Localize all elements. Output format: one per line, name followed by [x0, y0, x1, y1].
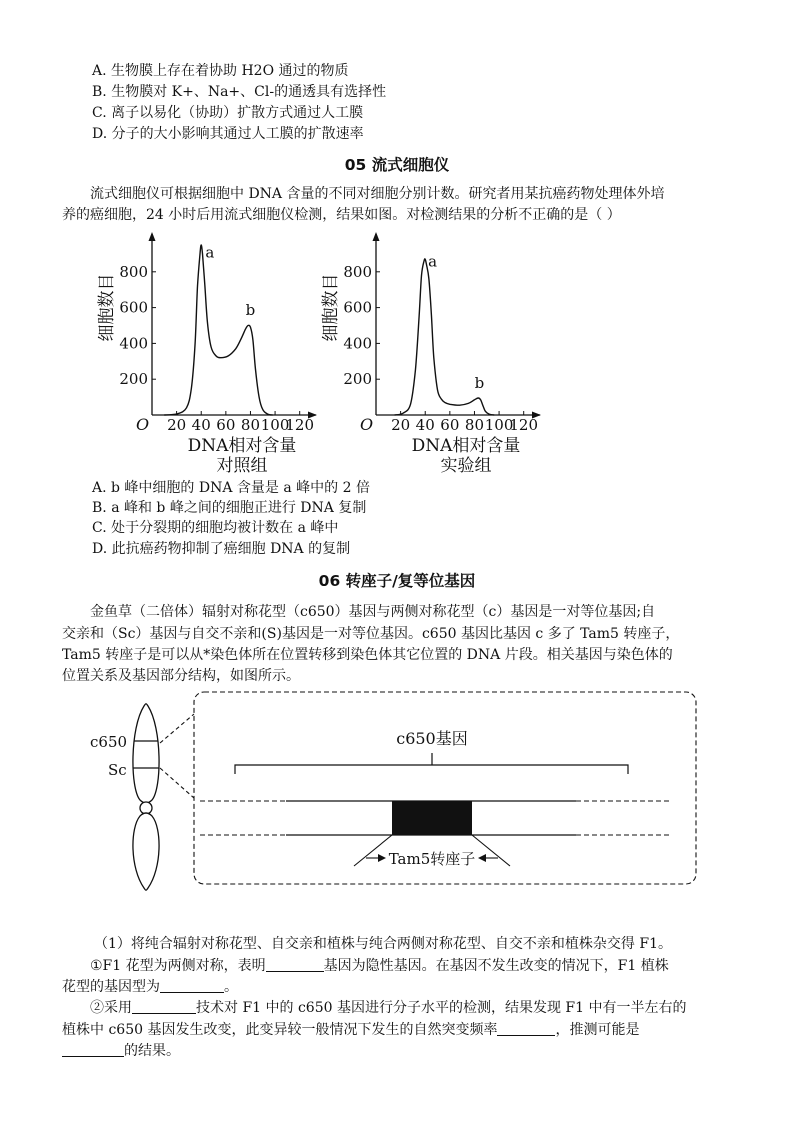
x-tick-label: 80	[464, 416, 485, 434]
distribution-curve	[164, 245, 272, 415]
option-d: D. 分子的大小影响其通过人工膜的扩散速率	[92, 126, 364, 142]
arrow-right-head	[478, 854, 486, 862]
locus-c650-label: c650	[90, 733, 128, 751]
x-axis-label: DNA相对含量	[411, 436, 521, 456]
peak-label-b: b	[474, 374, 485, 393]
x-tick-label: 20	[167, 416, 187, 434]
x-tick-label: 20	[391, 416, 411, 434]
peak-label-a: a	[205, 243, 215, 262]
section-06-stem-line2: 交亲和（Sc）基因与自交不亲和(S)基因是一对等位基因。c650 基因比基因 c 多了 Tam5 转座子，	[62, 626, 680, 642]
y-axis-arrow	[149, 232, 156, 241]
chart-experiment-group	[314, 228, 554, 473]
chromosome-lower-arm	[133, 813, 159, 890]
peak-label-a: a	[428, 252, 438, 271]
section-06-stem-line1: 金鱼草（二倍体）辐射对称花型（c650）基因与两侧对称花型（c）基因是一对等位基因;自	[90, 604, 656, 620]
question-2-line3	[62, 1042, 180, 1060]
option-a: A. 生物膜上存在着协助 H2O 通过的物质	[92, 63, 349, 79]
x-tick-label: 40	[191, 416, 211, 434]
transposon-block	[392, 801, 472, 835]
section-06-heading: 06 转座子/复等位基因	[318, 572, 476, 590]
q2-part1: ②采用	[90, 1000, 132, 1016]
question-1: （1）将纯合辐射对称花型、自交亲和植株与纯合两侧对称花型、自交不亲和植株杂交得 F1。	[94, 936, 672, 952]
answer-blank-3[interactable]	[132, 999, 196, 1014]
gene-label: c650基因	[396, 729, 468, 748]
arrow-left-head	[378, 854, 386, 862]
answer-blank-4[interactable]	[497, 1021, 555, 1036]
y-tick-label: 600	[343, 298, 372, 317]
y-axis-label: 细胞数目	[97, 273, 117, 342]
q1a-line2-text: 花型的基因型为	[62, 979, 160, 995]
x-tick-label: 60	[440, 416, 460, 434]
chart-control-group	[90, 228, 330, 473]
question-2-line1	[90, 999, 687, 1017]
y-axis-label: 细胞数目	[321, 273, 341, 342]
x-tick-label: 100	[484, 416, 514, 434]
q2-line2b: ，推测可能是	[555, 1022, 640, 1038]
chart-title: 实验组	[440, 456, 492, 473]
section-05-heading: 05 流式细胞仪	[344, 156, 450, 174]
y-tick-label: 800	[343, 262, 372, 281]
arrow-left-diagonal	[354, 835, 392, 866]
y-tick-label: 400	[343, 334, 372, 353]
option-b: B. 生物膜对 K+、Na+、Cl-的通透具有选择性	[92, 84, 387, 100]
zoom-line-bottom	[160, 768, 194, 798]
chromosome	[133, 704, 159, 891]
s05-option-a: A. b 峰中细胞的 DNA 含量是 a 峰中的 2 倍	[92, 480, 370, 496]
s05-option-c: C. 处于分裂期的细胞均被计数在 a 峰中	[92, 520, 339, 536]
section-06-stem-line4: 位置关系及基因部分结构，如图所示。	[62, 668, 300, 684]
x-tick-label: 80	[240, 416, 261, 434]
origin-label: O	[136, 415, 150, 434]
s05-option-b: B. a 峰和 b 峰之间的细胞正进行 DNA 复制	[92, 500, 367, 516]
origin-label: O	[360, 415, 374, 434]
question-1a-line2	[62, 978, 238, 996]
zoom-line-top	[160, 714, 194, 743]
x-tick-label: 60	[216, 416, 236, 434]
transposon-label: Tam5转座子	[388, 850, 476, 868]
q2-part2: 技术对 F1 中的 c650 基因进行分子水平的检测，结果发现 F1 中有一半左右的	[196, 1000, 687, 1016]
centromere	[140, 802, 152, 814]
q2-line2a: 植株中 c650 基因发生改变，此变异较一般情况下发生的自然突变频率	[62, 1022, 498, 1038]
x-axis-label: DNA相对含量	[187, 436, 297, 456]
y-tick-label: 200	[119, 370, 148, 389]
y-axis-arrow	[373, 232, 380, 241]
q2-line3: 的结果。	[124, 1043, 180, 1059]
x-tick-label: 40	[415, 416, 435, 434]
x-tick-label: 120	[285, 416, 315, 434]
answer-blank-5[interactable]	[62, 1042, 124, 1057]
q1a-part2: 基因为隐性基因。在基因不发生改变的情况下，F1 植株	[323, 958, 669, 974]
chart-title: 对照组	[216, 456, 268, 473]
section-05-stem-line2: 养的癌细胞，24 小时后用流式细胞仪检测，结果如图。对检测结果的分析不正确的是（ ）	[62, 207, 621, 223]
question-2-line2	[62, 1021, 639, 1039]
peak-label-b: b	[245, 300, 256, 319]
section-06-stem-line3: Tam5 转座子是可以从*染色体所在位置转移到染色体其它位置的 DNA 片段。相关基因与染色体的	[62, 647, 673, 663]
s05-option-d: D. 此抗癌药物抑制了癌细胞 DNA 的复制	[92, 541, 351, 557]
x-tick-label: 100	[260, 416, 290, 434]
arrow-right-diagonal	[472, 835, 510, 866]
y-tick-label: 800	[119, 262, 148, 281]
question-1a-line1	[90, 957, 669, 975]
gene-bracket	[235, 765, 628, 774]
gene-structure-diagram	[60, 688, 700, 898]
answer-blank-1[interactable]	[266, 957, 324, 972]
answer-blank-2[interactable]	[160, 978, 224, 993]
q1a-part1: ①F1 花型为两侧对称，表明	[90, 958, 266, 974]
y-tick-label: 600	[119, 298, 148, 317]
option-c: C. 离子以易化（协助）扩散方式通过人工膜	[92, 105, 364, 121]
y-tick-label: 400	[119, 334, 148, 353]
x-tick-label: 120	[509, 416, 539, 434]
q1a-end: 。	[224, 979, 238, 995]
locus-sc-label: Sc	[108, 761, 127, 779]
section-05-stem-line1: 流式细胞仪可根据细胞中 DNA 含量的不同对细胞分别计数。研究者用某抗癌药物处理体外培	[90, 186, 665, 202]
chromosome-upper-arm	[133, 704, 159, 803]
y-tick-label: 200	[343, 370, 372, 389]
